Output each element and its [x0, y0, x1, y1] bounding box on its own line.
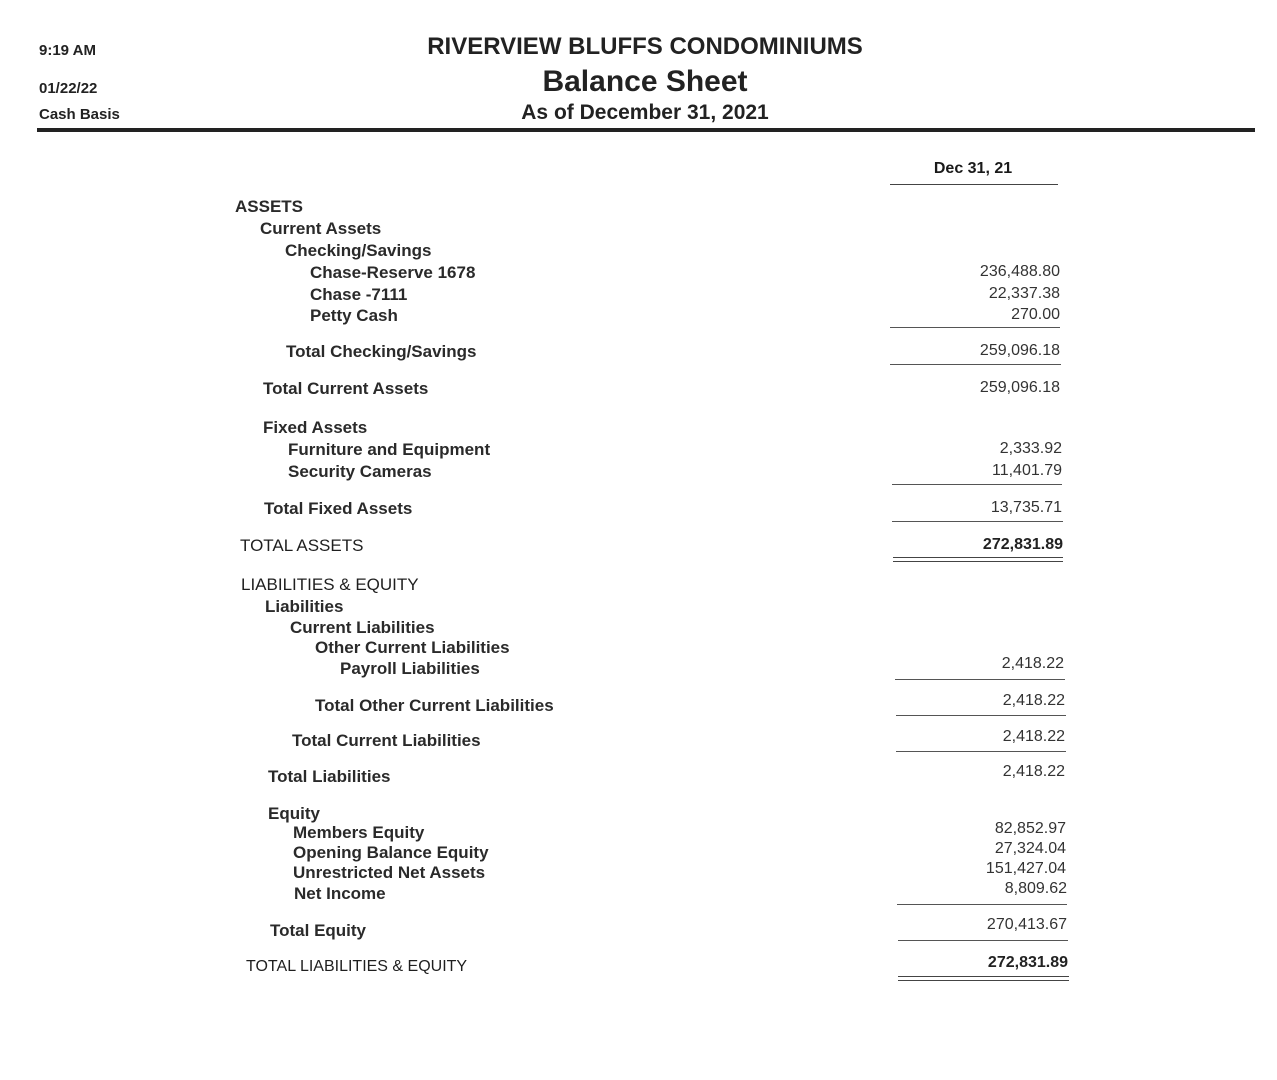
- column-header: Dec 31, 21: [933, 160, 1013, 177]
- line-label: Payroll Liabilities: [340, 659, 480, 678]
- section-assets: [0, 197, 1060, 219]
- line-label: Total Liabilities: [268, 767, 391, 786]
- subtotal-rule: [895, 679, 1065, 680]
- group-checking-savings: [0, 241, 1060, 263]
- line-label: Petty Cash: [310, 306, 398, 325]
- line-label: Members Equity: [293, 823, 425, 842]
- group-current-assets: [0, 219, 1060, 241]
- line-label: Net Income: [294, 884, 386, 903]
- line-label: Checking/Savings: [285, 241, 432, 260]
- account-row: [0, 860, 1066, 882]
- line-amount: 2,418.22: [1001, 655, 1064, 672]
- line-label: Other Current Liabilities: [315, 638, 510, 657]
- total-row: [0, 692, 1065, 714]
- account-row: [0, 655, 1064, 677]
- line-amount: 259,096.18: [979, 379, 1060, 396]
- line-label: Security Cameras: [288, 462, 432, 481]
- line-label: Chase -7111: [310, 285, 408, 304]
- line-amount: 236,488.80: [979, 263, 1060, 280]
- grand-total-row: [0, 536, 1063, 558]
- total-row: [0, 728, 1065, 750]
- line-label: Current Assets: [260, 219, 382, 238]
- line-label: Chase-Reserve 1678: [310, 263, 476, 282]
- line-amount: 8,809.62: [1004, 880, 1067, 897]
- total-row: [0, 916, 1067, 938]
- total-row: [0, 499, 1062, 521]
- line-label: ASSETS: [235, 197, 304, 216]
- double-rule: [893, 557, 1063, 562]
- line-label: Opening Balance Equity: [293, 843, 489, 862]
- subtotal-rule: [892, 521, 1063, 522]
- line-amount: 82,852.97: [994, 820, 1066, 837]
- print-time: 9:19 AM: [39, 42, 96, 59]
- line-label: TOTAL ASSETS: [240, 536, 364, 555]
- line-amount: 272,831.89: [982, 536, 1063, 553]
- line-label: LIABILITIES & EQUITY: [241, 575, 419, 594]
- line-amount: 2,333.92: [999, 440, 1062, 457]
- account-row: [0, 820, 1066, 842]
- line-amount: 272,831.89: [987, 954, 1068, 971]
- line-label: Liabilities: [265, 597, 344, 616]
- line-label: Fixed Assets: [263, 418, 368, 437]
- group-fixed-assets: [0, 418, 1060, 440]
- line-amount: 259,096.18: [979, 342, 1060, 359]
- total-row: [0, 342, 1060, 364]
- double-rule: [898, 976, 1069, 981]
- print-date: 01/22/22: [39, 80, 98, 97]
- line-amount: 2,418.22: [1002, 763, 1065, 780]
- line-amount: 11,401.79: [992, 462, 1062, 479]
- line-label: TOTAL LIABILITIES & EQUITY: [246, 958, 468, 975]
- company-name: RIVERVIEW BLUFFS CONDOMINIUMS: [427, 33, 863, 60]
- report-basis: Cash Basis: [39, 106, 120, 123]
- line-label: Total Equity: [270, 921, 367, 940]
- line-amount: 151,427.04: [985, 860, 1066, 877]
- line-label: Unrestricted Net Assets: [293, 863, 486, 882]
- line-amount: 270,413.67: [986, 916, 1067, 933]
- line-amount: 13,735.71: [990, 499, 1062, 516]
- subtotal-rule: [896, 715, 1066, 716]
- account-row: [0, 880, 1067, 902]
- line-amount: 2,418.22: [1002, 692, 1065, 709]
- line-amount: 27,324.04: [994, 840, 1066, 857]
- total-row: [0, 379, 1060, 401]
- account-row: [0, 263, 1060, 285]
- account-row: [0, 306, 1060, 328]
- account-row: [0, 840, 1066, 862]
- subtotal-rule: [890, 364, 1061, 365]
- account-row: [0, 462, 1062, 484]
- section-liabilities-equity: [0, 575, 1064, 597]
- subtotal-rule: [890, 327, 1060, 328]
- line-label: Total Current Assets: [263, 379, 429, 398]
- line-label: Total Current Liabilities: [292, 731, 481, 750]
- line-label: Furniture and Equipment: [288, 440, 491, 459]
- line-label: Total Other Current Liabilities: [315, 696, 554, 715]
- group-current-liabilities: [0, 618, 1064, 640]
- line-label: Total Fixed Assets: [264, 499, 413, 518]
- column-header-rule: [890, 184, 1058, 185]
- total-row: [0, 763, 1065, 785]
- line-label: Total Checking/Savings: [286, 342, 477, 361]
- group-liabilities: [0, 597, 1064, 619]
- subtotal-rule: [892, 484, 1062, 485]
- subtotal-rule: [898, 940, 1068, 941]
- line-amount: 2,418.22: [1002, 728, 1065, 745]
- grand-total-row: [0, 954, 1068, 976]
- subtotal-rule: [897, 904, 1067, 905]
- header-rule: [37, 128, 1255, 132]
- report-title: Balance Sheet: [542, 65, 748, 98]
- account-row: [0, 440, 1062, 462]
- line-label: Equity: [268, 804, 320, 823]
- report-date: As of December 31, 2021: [521, 101, 769, 124]
- line-amount: 270.00: [1011, 306, 1060, 323]
- subtotal-rule: [896, 751, 1066, 752]
- line-amount: 22,337.38: [988, 285, 1060, 302]
- line-label: Current Liabilities: [290, 618, 435, 637]
- account-row: [0, 285, 1060, 307]
